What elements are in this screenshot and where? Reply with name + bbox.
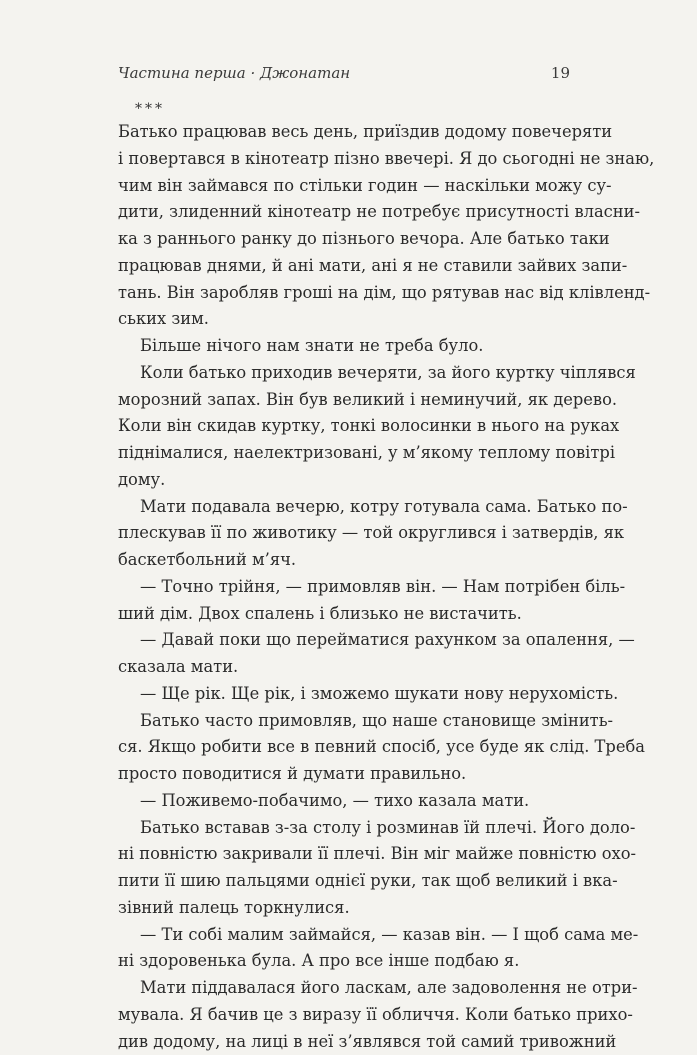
text-line: ні здоровенька була. А про все інше подбаю я. (118, 948, 570, 975)
text-line: тань. Він заробляв гроші на дім, що рятував нас від клівленд- (118, 280, 570, 307)
text-line: ні повністю закривали її плечі. Він міг майже повністю охо- (118, 841, 570, 868)
running-title: Частина перша · Джонатан (118, 64, 350, 82)
text-line: зівний палець торкнулися. (118, 895, 570, 922)
text-line: працював днями, й ані мати, ані я не ставили зайвих запи- (118, 253, 570, 280)
text-line: і повертався в кінотеатр пізно ввечері. Я до сьогодні не знаю, (118, 146, 570, 173)
text-line: Коли він скидав куртку, тонкі волосинки в нього на руках (118, 413, 570, 440)
text-line: Батько часто примовляв, що наше становище змінить- (118, 708, 570, 735)
text-line: ся. Якщо робити все в певний спосіб, усе буде як слід. Треба (118, 734, 570, 761)
text-line: Коли батько приходив вечеряти, за його куртку чіплявся (118, 360, 570, 387)
text-line: Батько працював весь день, приїздив додому повечеряти (118, 119, 570, 146)
text-line: дити, злиденний кінотеатр не потребує присутності власни- (118, 199, 570, 226)
text-line: Мати подавала вечерю, котру готувала сама. Батько по- (118, 494, 570, 521)
text-line: плескував її по животику — той округлився і затвердів, як (118, 520, 570, 547)
page-number: 19 (551, 64, 570, 82)
text-line: див додому, на лиці в неї з’являвся той самий тривожний (118, 1029, 570, 1055)
text-line: — Давай поки що перейматися рахунком за опалення, — (118, 627, 570, 654)
body-text (118, 119, 570, 1055)
text-line: сказала мати. (118, 654, 570, 681)
text-line: ка з раннього ранку до пізнього вечора. Але батько таки (118, 226, 570, 253)
text-line: Мати піддавалася його ласкам, але задоволення не отри- (118, 975, 570, 1002)
text-line: просто поводитися й думати правильно. (118, 761, 570, 788)
text-line: пити її шию пальцями однієї руки, так щоб великий і вка- (118, 868, 570, 895)
running-header (118, 64, 570, 82)
text-line: чим він займався по стільки годин — наскільки можу су- (118, 173, 570, 200)
text-line: — Поживемо-побачимо, — тихо казала мати. (118, 788, 570, 815)
text-line: баскетбольний м’яч. (118, 547, 570, 574)
text-line: морозний запах. Він був великий і неминучий, як дерево. (118, 387, 570, 414)
text-line: ських зим. (118, 306, 570, 333)
text-line: — Ще рік. Ще рік, і зможемо шукати нову нерухомість. (118, 681, 570, 708)
text-line: піднімалися, наелектризовані, у м’якому теплому повітрі (118, 440, 570, 467)
text-line: — Точно трійня, — примовляв він. — Нам потрібен біль- (118, 574, 570, 601)
text-line: Батько вставав з-за столу і розминав їй плечі. Його доло- (118, 815, 570, 842)
text-line: Більше нічого нам знати не треба було. (118, 333, 570, 360)
text-line: — Ти собі малим займайся, — казав він. — І щоб сама ме- (118, 922, 570, 949)
text-line: мувала. Я бачив це з виразу її обличчя. Коли батько прихо- (118, 1002, 570, 1029)
text-line: ший дім. Двох спалень і близько не вистачить. (118, 601, 570, 628)
section-break-ornament: *** (135, 101, 165, 117)
text-line: дому. (118, 467, 570, 494)
